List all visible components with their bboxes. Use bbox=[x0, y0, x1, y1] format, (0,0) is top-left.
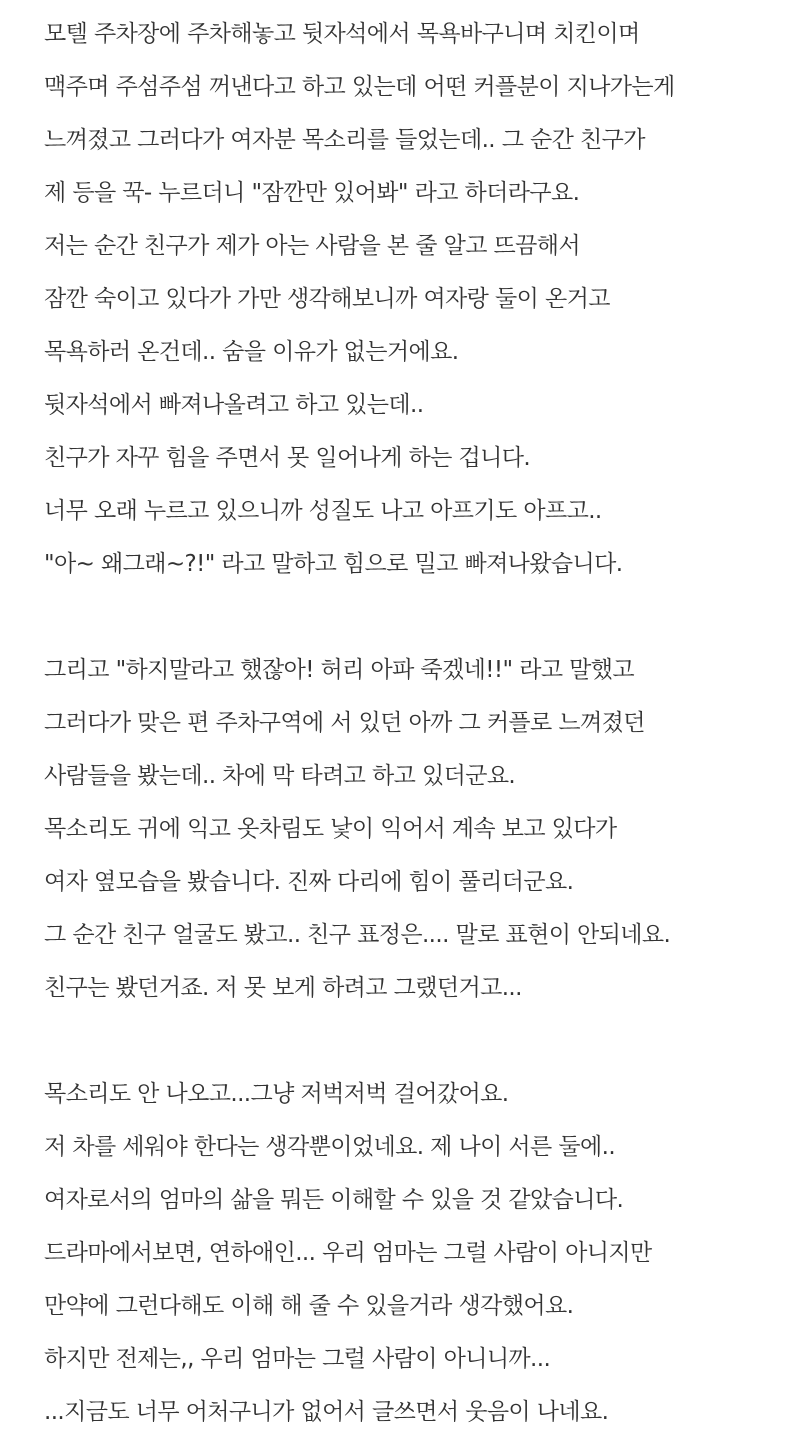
text-line: 뒷자석에서 빠져나올려고 하고 있는데.. bbox=[44, 392, 424, 418]
text-line: 사람들을 봤는데.. 차에 막 타려고 하고 있더군요. bbox=[44, 763, 516, 789]
text-line: 모텔 주차장에 주차해놓고 뒷자석에서 목욕바구니며 치킨이며 bbox=[44, 21, 640, 47]
text-line: 친구는 봤던거죠. 저 못 보게 하려고 그랬던거고... bbox=[44, 975, 522, 1001]
text-line: 여자 옆모습을 봤습니다. 진짜 다리에 힘이 풀리더군요. bbox=[44, 869, 574, 895]
text-line: 그 순간 친구 얼굴도 봤고.. 친구 표정은.... 말로 표현이 안되네요. bbox=[44, 922, 671, 948]
paragraph-3 bbox=[44, 1076, 784, 1447]
post-body bbox=[44, 16, 784, 1447]
text-line: 그리고 "하지말라고 했잖아! 허리 아파 죽겠네!!" 라고 말했고 bbox=[44, 657, 635, 683]
text-line: 목소리도 안 나오고...그냥 저벅저벅 걸어갔어요. bbox=[44, 1081, 509, 1107]
text-line: "아~ 왜그래~?!" 라고 말하고 힘으로 밀고 빠져나왔습니다. bbox=[44, 551, 623, 577]
text-line: 친구가 자꾸 힘을 주면서 못 일어나게 하는 겁니다. bbox=[44, 445, 531, 471]
text-line: 목욕하러 온건데.. 숨을 이유가 없는거에요. bbox=[44, 339, 459, 365]
text-line: ...지금도 너무 어처구니가 없어서 글쓰면서 웃음이 나네요. bbox=[44, 1399, 609, 1425]
text-line: 너무 오래 누르고 있으니까 성질도 나고 아프기도 아프고.. bbox=[44, 498, 602, 524]
text-line: 만약에 그런다해도 이해 해 줄 수 있을거라 생각했어요. bbox=[44, 1293, 574, 1319]
text-line: 맥주며 주섬주섬 꺼낸다고 하고 있는데 어떤 커플분이 지나가는게 bbox=[44, 74, 675, 100]
text-line: 여자로서의 엄마의 삶을 뭐든 이해할 수 있을 것 같았습니다. bbox=[44, 1187, 624, 1213]
text-line: 드라마에서보면, 연하애인... 우리 엄마는 그럴 사람이 아니지만 bbox=[44, 1240, 652, 1266]
paragraph-1 bbox=[44, 16, 784, 599]
paragraph-2 bbox=[44, 652, 784, 1023]
paragraph-gap bbox=[44, 1023, 784, 1076]
text-line: 저는 순간 친구가 제가 아는 사람을 본 줄 알고 뜨끔해서 bbox=[44, 233, 580, 259]
paragraph-gap bbox=[44, 599, 784, 652]
text-line: 저 차를 세워야 한다는 생각뿐이었네요. 제 나이 서른 둘에.. bbox=[44, 1134, 616, 1160]
text-line: 잠깐 숙이고 있다가 가만 생각해보니까 여자랑 둘이 온거고 bbox=[44, 286, 610, 312]
text-line: 제 등을 꾹- 누르더니 "잠깐만 있어봐" 라고 하더라구요. bbox=[44, 180, 580, 206]
text-line: 그러다가 맞은 편 주차구역에 서 있던 아까 그 커플로 느껴졌던 bbox=[44, 710, 645, 736]
text-line: 하지만 전제는,, 우리 엄마는 그럴 사람이 아니니까... bbox=[44, 1346, 551, 1372]
text-line: 느껴졌고 그러다가 여자분 목소리를 들었는데.. 그 순간 친구가 bbox=[44, 127, 645, 153]
text-line: 목소리도 귀에 익고 옷차림도 낯이 익어서 계속 보고 있다가 bbox=[44, 816, 617, 842]
